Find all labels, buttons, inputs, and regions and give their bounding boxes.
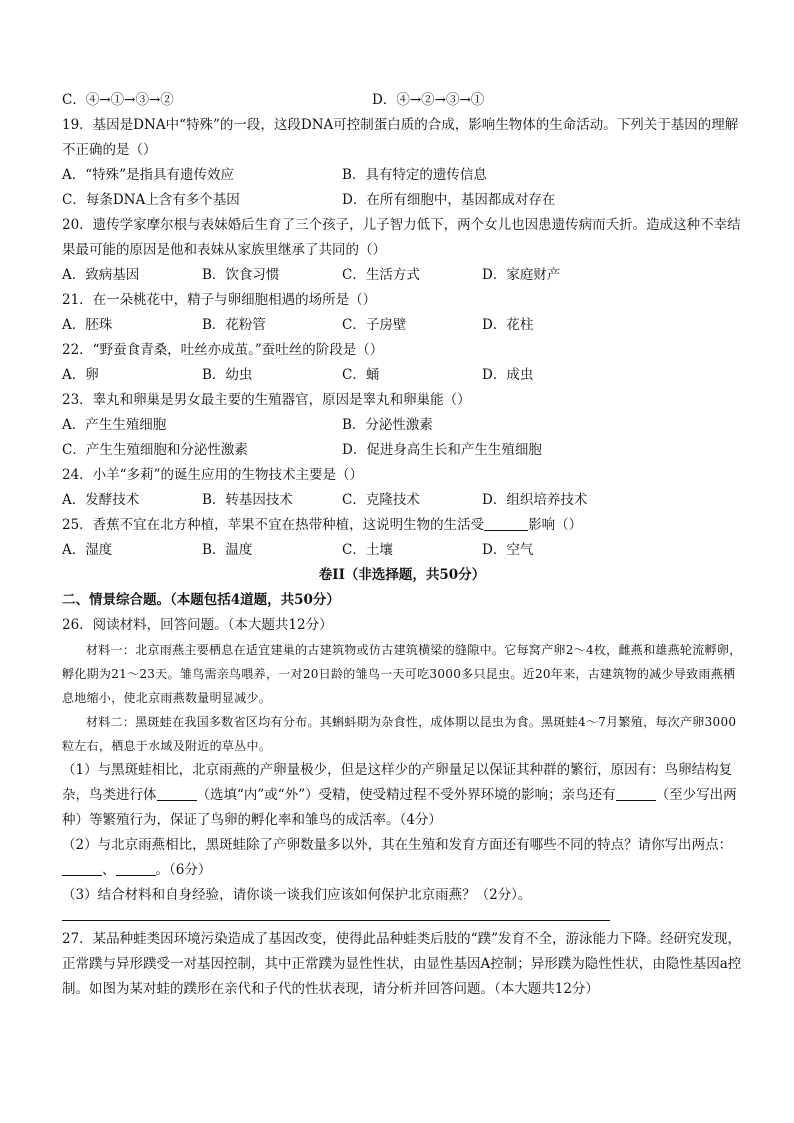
question-26-material-1: 材料一：北京雨燕主要栖息在适宜建巢的古建筑物或仿古建筑横梁的缝隙中。它每窝产卵2～4枚，雌燕和雄燕轮流孵卵，孵化期为21～23天。雏鸟需亲鸟喂养，一对20日龄的雏鸟一天可吃3000多只昆虫。近20年来，古建筑物的减少导致雨燕栖息地缩小，使北京雨燕数量明显减少。 [62,643,742,705]
question-25-options [62,538,742,563]
option-d: D．在所有细胞中，基因都成对存在 [342,192,556,208]
option-c: C．生活方式 [342,267,420,283]
question-26-blank-2 [616,786,656,801]
question-26-sub1-part2: （选填“内”或“外”）受精，使受精过程不受外界环境的影响；亲鸟还有 [196,787,616,803]
question-19-options-row1 [62,163,742,188]
question-25-blank [484,516,528,531]
option-c: C．产生生殖细胞和分泌性激素 [62,442,248,458]
option-c: C．④→①→③→② [62,92,174,108]
question-26-sub3: （3）结合材料和自身经验，请你谈一谈我们应该如何保护北京雨燕？（2分）。 [62,887,532,903]
option-d: D．空气 [482,542,534,558]
question-18-options [62,88,742,113]
question-21-stem: 21．在一朵桃花中，精子与卵细胞相遇的场所是（） [62,292,377,308]
question-25-stem [62,513,742,538]
question-26-sub1-part1: （1）与黑斑蛙相比，北京雨燕的产卵量极少，但是这样少的产卵量足以保证其种群的繁衍，原因有：鸟卵结构复杂，鸟类进行体 [62,762,733,803]
option-a: A．发酵技术 [62,492,140,508]
question-26-blank-4 [116,861,156,876]
option-b: B．温度 [202,542,253,558]
option-a: A．卵 [62,367,99,383]
option-c: C．子房壁 [342,317,407,333]
option-a: A．产生生殖细胞 [62,417,167,433]
option-b: B．饮食习惯 [202,267,280,283]
option-a: A．“特殊”是指具有遗传效应 [62,167,235,183]
question-21-options [62,313,742,338]
option-a: A．湿度 [62,542,113,558]
option-a: A．胚珠 [62,317,113,333]
question-26-sub2-part1: （2）与北京雨燕相比，黑斑蛙除了产卵数量多以外，其在生殖和发育方面还有哪些不同的特点？请你写出两点： [62,837,733,853]
answer-line [62,920,610,921]
question-24-stem: 24．小羊“多莉”的诞生应用的生物技术主要是（） [62,467,363,483]
option-d: D．成虫 [482,367,534,383]
option-c: C．蛹 [342,367,380,383]
question-26-sub2-separator: 、 [102,862,116,878]
question-22-options [62,363,742,388]
option-d: D．促进身高生长和产生生殖细胞 [342,442,542,458]
option-d: D．组织培养技术 [482,492,588,508]
question-24-options [62,488,742,513]
question-23-stem: 23．睾丸和卵巢是男女最主要的生殖器官，原因是睾丸和卵巢能（） [62,392,471,408]
question-26-stem: 26．阅读材料，回答问题。（本大题共12分） [62,617,333,633]
section-title: 卷II（非选择题，共50分） [318,567,486,583]
question-26-sub2 [62,833,742,883]
question-26-sub1 [62,758,742,833]
question-26-sub2-part2: 。（6分） [155,862,212,878]
option-d: D．花柱 [482,317,534,333]
option-b: B．分泌性激素 [342,417,433,433]
option-c: C．克隆技术 [342,492,420,508]
option-b: B．花粉管 [202,317,266,333]
question-25-stem-part2: 影响（） [528,517,583,533]
option-b: B．具有特定的遗传信息 [342,167,487,183]
question-26-blank-1 [157,786,197,801]
option-b: B．转基因技术 [202,492,293,508]
question-23-options-row2 [62,438,742,463]
option-d: D．家庭财产 [482,267,561,283]
question-22-stem: 22．“野蚕食青桑，吐丝亦成茧。”蚕吐丝的阶段是（） [62,342,384,358]
option-a: A．致病基因 [62,267,140,283]
part-two-heading: 二、情景综合题。（本题包括4道题，共50分） [62,592,340,608]
question-23-options-row1 [62,413,742,438]
option-c: C．土壤 [342,542,393,558]
question-19-options-row2 [62,188,742,213]
option-d: D．④→②→③→① [372,92,485,108]
exam-page [62,88,742,1002]
question-26-blank-3 [62,861,102,876]
question-20-options [62,263,742,288]
question-19-stem: 19．基因是DNA中“特殊”的一段，这段DNA可控制蛋白质的合成，影响生物体的生命活动。下列关于基因的理解不正确的是（） [62,117,739,158]
question-27-stem: 27．某品种蛙类因环境污染造成了基因改变，使得此品种蛙类后肢的“蹼”发育不全，游泳能力下降。经研究发现，正常蹼与异形蹼受一对基因控制，其中正常蹼为显性性状，由显性基因A控制；异形蹼为隐性性状，由隐性基因a控制。如图为某对蛙的蹼形在亲代和子代的性状表现，请分析并回答问题。（本大题共12分） [62,931,742,997]
option-c: C．每条DNA上含有多个基因 [62,192,240,208]
option-b: B．幼虫 [202,367,253,383]
question-26-sub1-part3: （至少写出两种）等繁殖行为，保证了鸟卵的孵化率和雏鸟的成活率。（4分） [62,787,737,828]
question-20-stem: 20．遗传学家摩尔根与表妹婚后生育了三个孩子，儿子智力低下，两个女儿也因患遗传病而夭折。造成这种不幸结果最可能的原因是他和表妹从家族里继承了共同的（） [62,217,741,258]
question-25-stem-part1: 25．香蕉不宜在北方种植，苹果不宜在热带种植，这说明生物的生活受 [62,517,485,533]
question-26-material-2: 材料二：黑斑蛙在我国多数省区均有分布。其蝌蚪期为杂食性，成体期以昆虫为食。黑斑蛙4～7月繁殖，每次产卵3000粒左右，栖息于水域及附近的草丛中。 [62,715,737,753]
